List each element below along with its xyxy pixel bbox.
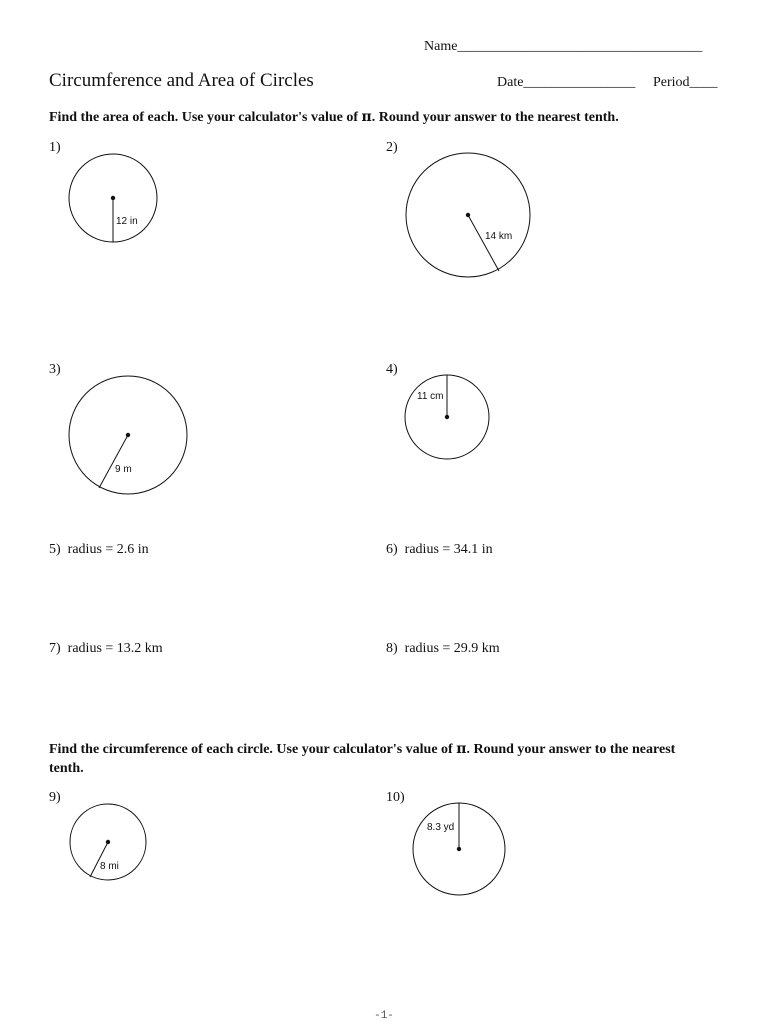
circumference-instructions xyxy=(49,740,709,778)
problem-6-text: radius = 34.1 in xyxy=(404,542,493,557)
radius-line xyxy=(99,435,128,488)
radius-label: 9 m xyxy=(115,464,132,475)
problem-10-number: 10) xyxy=(386,790,405,805)
problem-7-text: radius = 13.2 km xyxy=(67,641,163,656)
area-instructions-post: . Round your answer to the nearest tenth. xyxy=(371,110,619,125)
problem-8-text: radius = 29.9 km xyxy=(404,641,500,656)
name-field: Name___________________________________ xyxy=(424,39,703,54)
problem-2-circle-figure xyxy=(398,145,538,285)
problem-3-number: 3) xyxy=(49,362,61,377)
radius-label: 12 in xyxy=(116,216,138,227)
center-point xyxy=(106,840,110,844)
radius-label: 14 km xyxy=(485,231,513,242)
problem-2-number: 2) xyxy=(386,140,398,155)
pi-symbol: π xyxy=(361,109,372,125)
problem-3-circle-figure xyxy=(60,368,200,508)
problem-7-number: 7) xyxy=(49,641,61,656)
problem-9-number: 9) xyxy=(49,790,61,805)
area-instructions xyxy=(49,108,729,127)
radius-label: 11 cm xyxy=(417,391,444,402)
radius-label: 8.3 yd xyxy=(427,822,455,833)
problem-10-circle-figure xyxy=(405,795,515,905)
problem-8-number: 8) xyxy=(386,641,398,656)
center-point xyxy=(457,847,461,851)
problem-8 xyxy=(386,641,500,657)
circumference-instructions-pre: Find the circumference of each circle. Use your calculator's value of xyxy=(49,742,457,757)
page-number: -1- xyxy=(374,1010,394,1022)
date-field: Date________________ xyxy=(497,75,636,90)
area-instructions-pre: Find the area of each. Use your calculator's value of xyxy=(49,110,362,125)
radius-label: 8 mi xyxy=(100,861,119,872)
problem-6 xyxy=(386,542,493,558)
center-point xyxy=(126,433,130,437)
period-field: Period____ xyxy=(653,75,718,90)
circumference-instructions-post: . Round your answer to the nearest tenth. xyxy=(49,742,676,776)
problem-9-circle-figure xyxy=(60,795,155,890)
problem-4-circle-figure xyxy=(398,368,498,468)
center-point xyxy=(111,196,115,200)
page-title: Circumference and Area of Circles xyxy=(49,70,314,91)
problem-6-number: 6) xyxy=(386,542,398,557)
problem-7 xyxy=(49,641,163,657)
problem-5-number: 5) xyxy=(49,542,61,557)
center-point xyxy=(466,213,470,217)
problem-1-number: 1) xyxy=(49,140,61,155)
problem-5-text: radius = 2.6 in xyxy=(67,542,149,557)
radius-line xyxy=(468,215,499,271)
center-point xyxy=(445,415,449,419)
problem-4-number: 4) xyxy=(386,362,398,377)
problem-1-circle-figure xyxy=(60,145,170,255)
pi-symbol: π xyxy=(456,741,467,757)
problem-5 xyxy=(49,542,149,558)
